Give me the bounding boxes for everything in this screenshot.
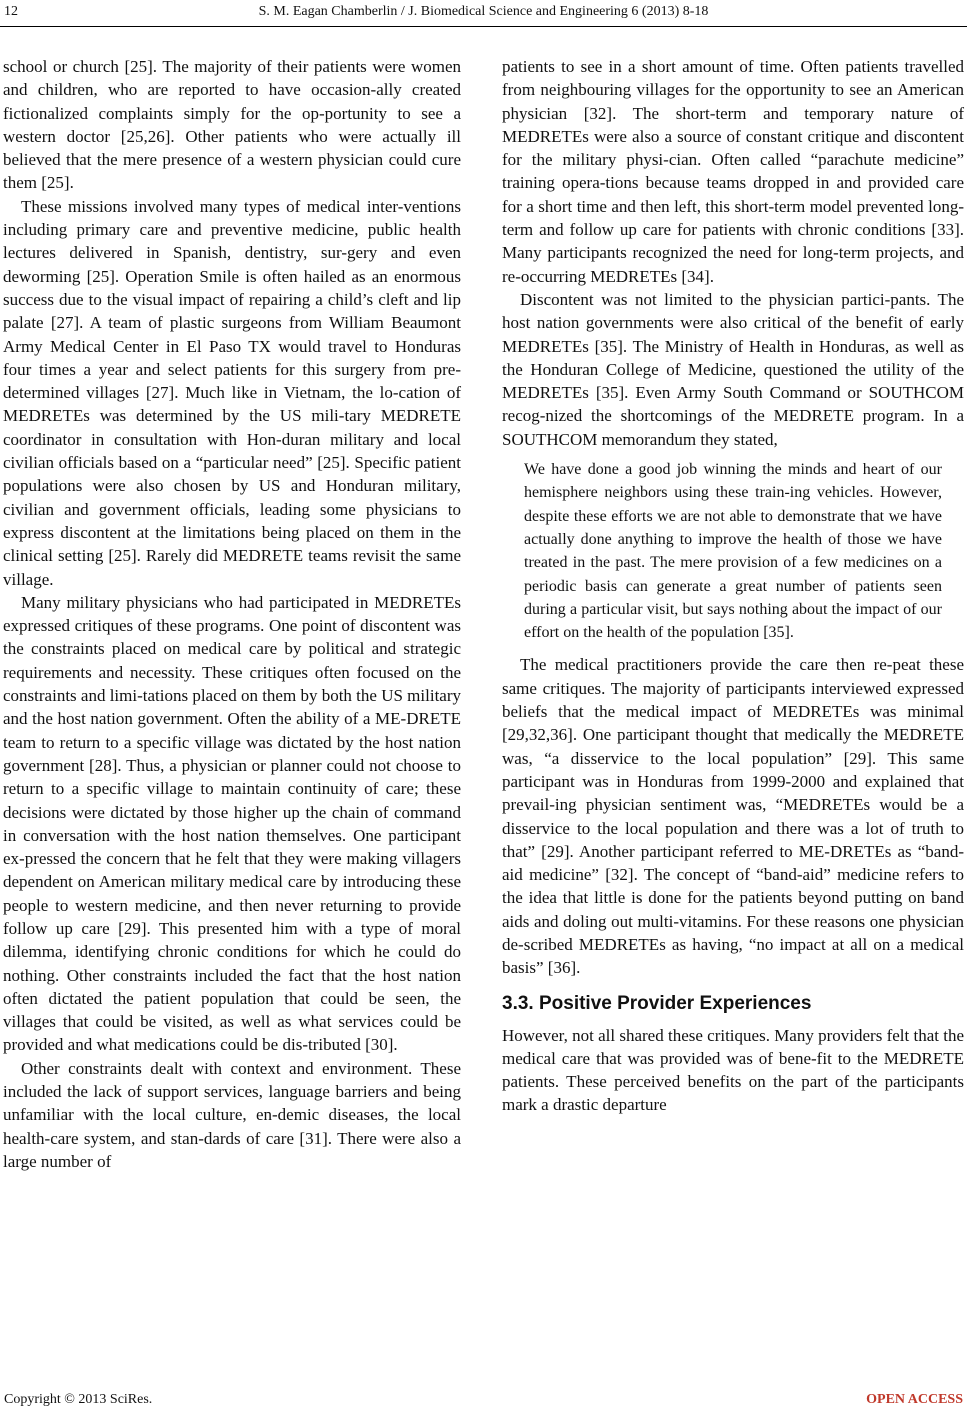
open-access-badge: OPEN ACCESS xyxy=(866,1392,963,1407)
paragraph: However, not all shared these critiques. Many providers felt that the medical care that was provided was of bene-fit to the MEDRETE patients. These perceived benefits on the part of the participants mark a drastic departure xyxy=(502,1025,964,1115)
page-footer xyxy=(0,1392,967,1414)
left-column xyxy=(3,55,461,1173)
page-number: 12 xyxy=(4,4,18,19)
paragraph: patients to see in a short amount of time. Often patients travelled from neighbouring villages for the opportunity to see an American physician [32]. The short-term and temporary nature of MEDRETEs were also a source of constant critique and discontent for the military physi-cian. Often called “parachute medicine” training opera-tions because teams dropped in and provided care for a short time and then left, this short-term model prevented long-term and follow up care for patients with chronic conditions [33]. Many participants recognized the need for long-term projects, and re-occurring MEDRETEs [34]. xyxy=(502,57,964,286)
paragraph: The medical practitioners provide the care then re-peat these same critiques. The majority of participants interviewed expressed beliefs that the medical impact of MEDRETEs was minimal [29,32,36]. One participant thought that medically the MEDRETE was, “a disservice to the local population” [29]. This same participant was in Honduras from 1999-2000 and explained that prevail-ing physician sentiment was, “MEDRETEs would be a disservice to the local population and there was a lot of truth to that” [29]. Another participant referred to ME-DRETEs as “band-aid medicine” [32]. The concept of “band-aid” medicine refers to the idea that little is done for the patients beyond putting on band aids and doling out multi-vitamins. For these reasons one physician de-scribed MEDRETEs as having, “no impact at all on a medical basis” [36]. xyxy=(502,655,964,978)
paragraph: Many military physicians who had participated in MEDRETEs expressed critiques of these programs. One point of discontent was the constraints placed on medical care by political and strategic requirements and necessity. These critiques often focused on the constraints and limi-tations placed on them by both the US military and the host nation government. Often the ability of a ME-DRETE team to return to a specific village was dictated by the host nation government [28]. Thus, a physician or planner could not choose to return to a specific village to maintain continuity of care; these decisions were dictated by those higher up the chain of command in conversation with the host nation themselves. One participant ex-pressed the concern that he felt that they were making villagers dependent on American military medical care by introducing these people to western medicine, and then never returning to provide follow up care [29]. This presented him with a type of moral dilemma, identifying chronic conditions for which he could do nothing. Other constraints included the fact that the host nation often dictated the patient population that could be seen, the villages that could be visited, as well as what services could be provided and what medications could be dis-tributed [30]. xyxy=(3,592,461,1055)
page-header xyxy=(0,0,967,27)
paragraph: Other constraints dealt with context and environment. These included the lack of support services, language barriers and being unfamiliar with the local culture, en-demic diseases, the local health-care system, and stan-dards of care [31]. There were also a large number of xyxy=(3,1058,461,1171)
paragraph: These missions involved many types of medical inter-ventions including primary care and preventive medicine, public health lectures delivered in Spanish, dentistry, sur-gery and even deworming [25]. Operation Smile is often hailed as an enormous success due to the visual impact of repairing a child’s cleft and lip palate [27]. A team of plastic surgeons from William Beaumont Army Medical Center in El Paso TX would travel to Honduras four times a year and select patients for this surgery from pre-determined villages [27]. Much like in Vietnam, the lo-cation of MEDRETEs was determined by the US mili-tary MEDRETE coordinator in consultation with Hon-duran military and local civilian officials based on a “particular need” [25]. Specific patient populations were also chosen by US and Honduran military, civilian and government officials, leading some physicians to express discontent at the limitations being placed on them in the clinical setting [25]. Rarely did MEDRETE teams revisit the same village. xyxy=(3,196,461,589)
section-heading: 3.3. Positive Provider Experiences xyxy=(502,992,812,1014)
right-column xyxy=(502,55,964,1117)
block-quote: We have done a good job winning the minds and heart of our hemisphere neighbors using these train-ing vehicles. However, despite these efforts we are not able to demonstrate that we have actually done anything to improve the health of those we have treated in the past. The mere provision of a few medicines on a periodic basis can generate a great number of patients seen during a particular visit, but says nothing about the impact of our effort on the health of the population [35]. xyxy=(524,461,942,642)
copyright-notice: Copyright © 2013 SciRes. xyxy=(4,1392,153,1407)
paragraph: Discontent was not limited to the physician partici-pants. The host nation governments were also critical of the benefit of early MEDRETEs [35]. The Ministry of Health in Honduras, as well as the Honduran College of Medicine, questioned the utility of the MEDRETEs [35]. Even Army South Command or SOUTHCOM recog-nized the shortcomings of the MEDRETE program. In a SOUTHCOM memorandum they stated, xyxy=(502,289,964,449)
paragraph: school or church [25]. The majority of their patients were women and children, who are reported to have occasion-ally created fictionalized complaints simply for the op-portunity to see a western doctor [25,26]. Other patients who were actually ill believed that the mere presence of a western physician could cure them [25]. xyxy=(3,57,461,193)
running-title: S. M. Eagan Chamberlin / J. Biomedical Science and Engineering 6 (2013) 8-18 xyxy=(258,4,709,19)
